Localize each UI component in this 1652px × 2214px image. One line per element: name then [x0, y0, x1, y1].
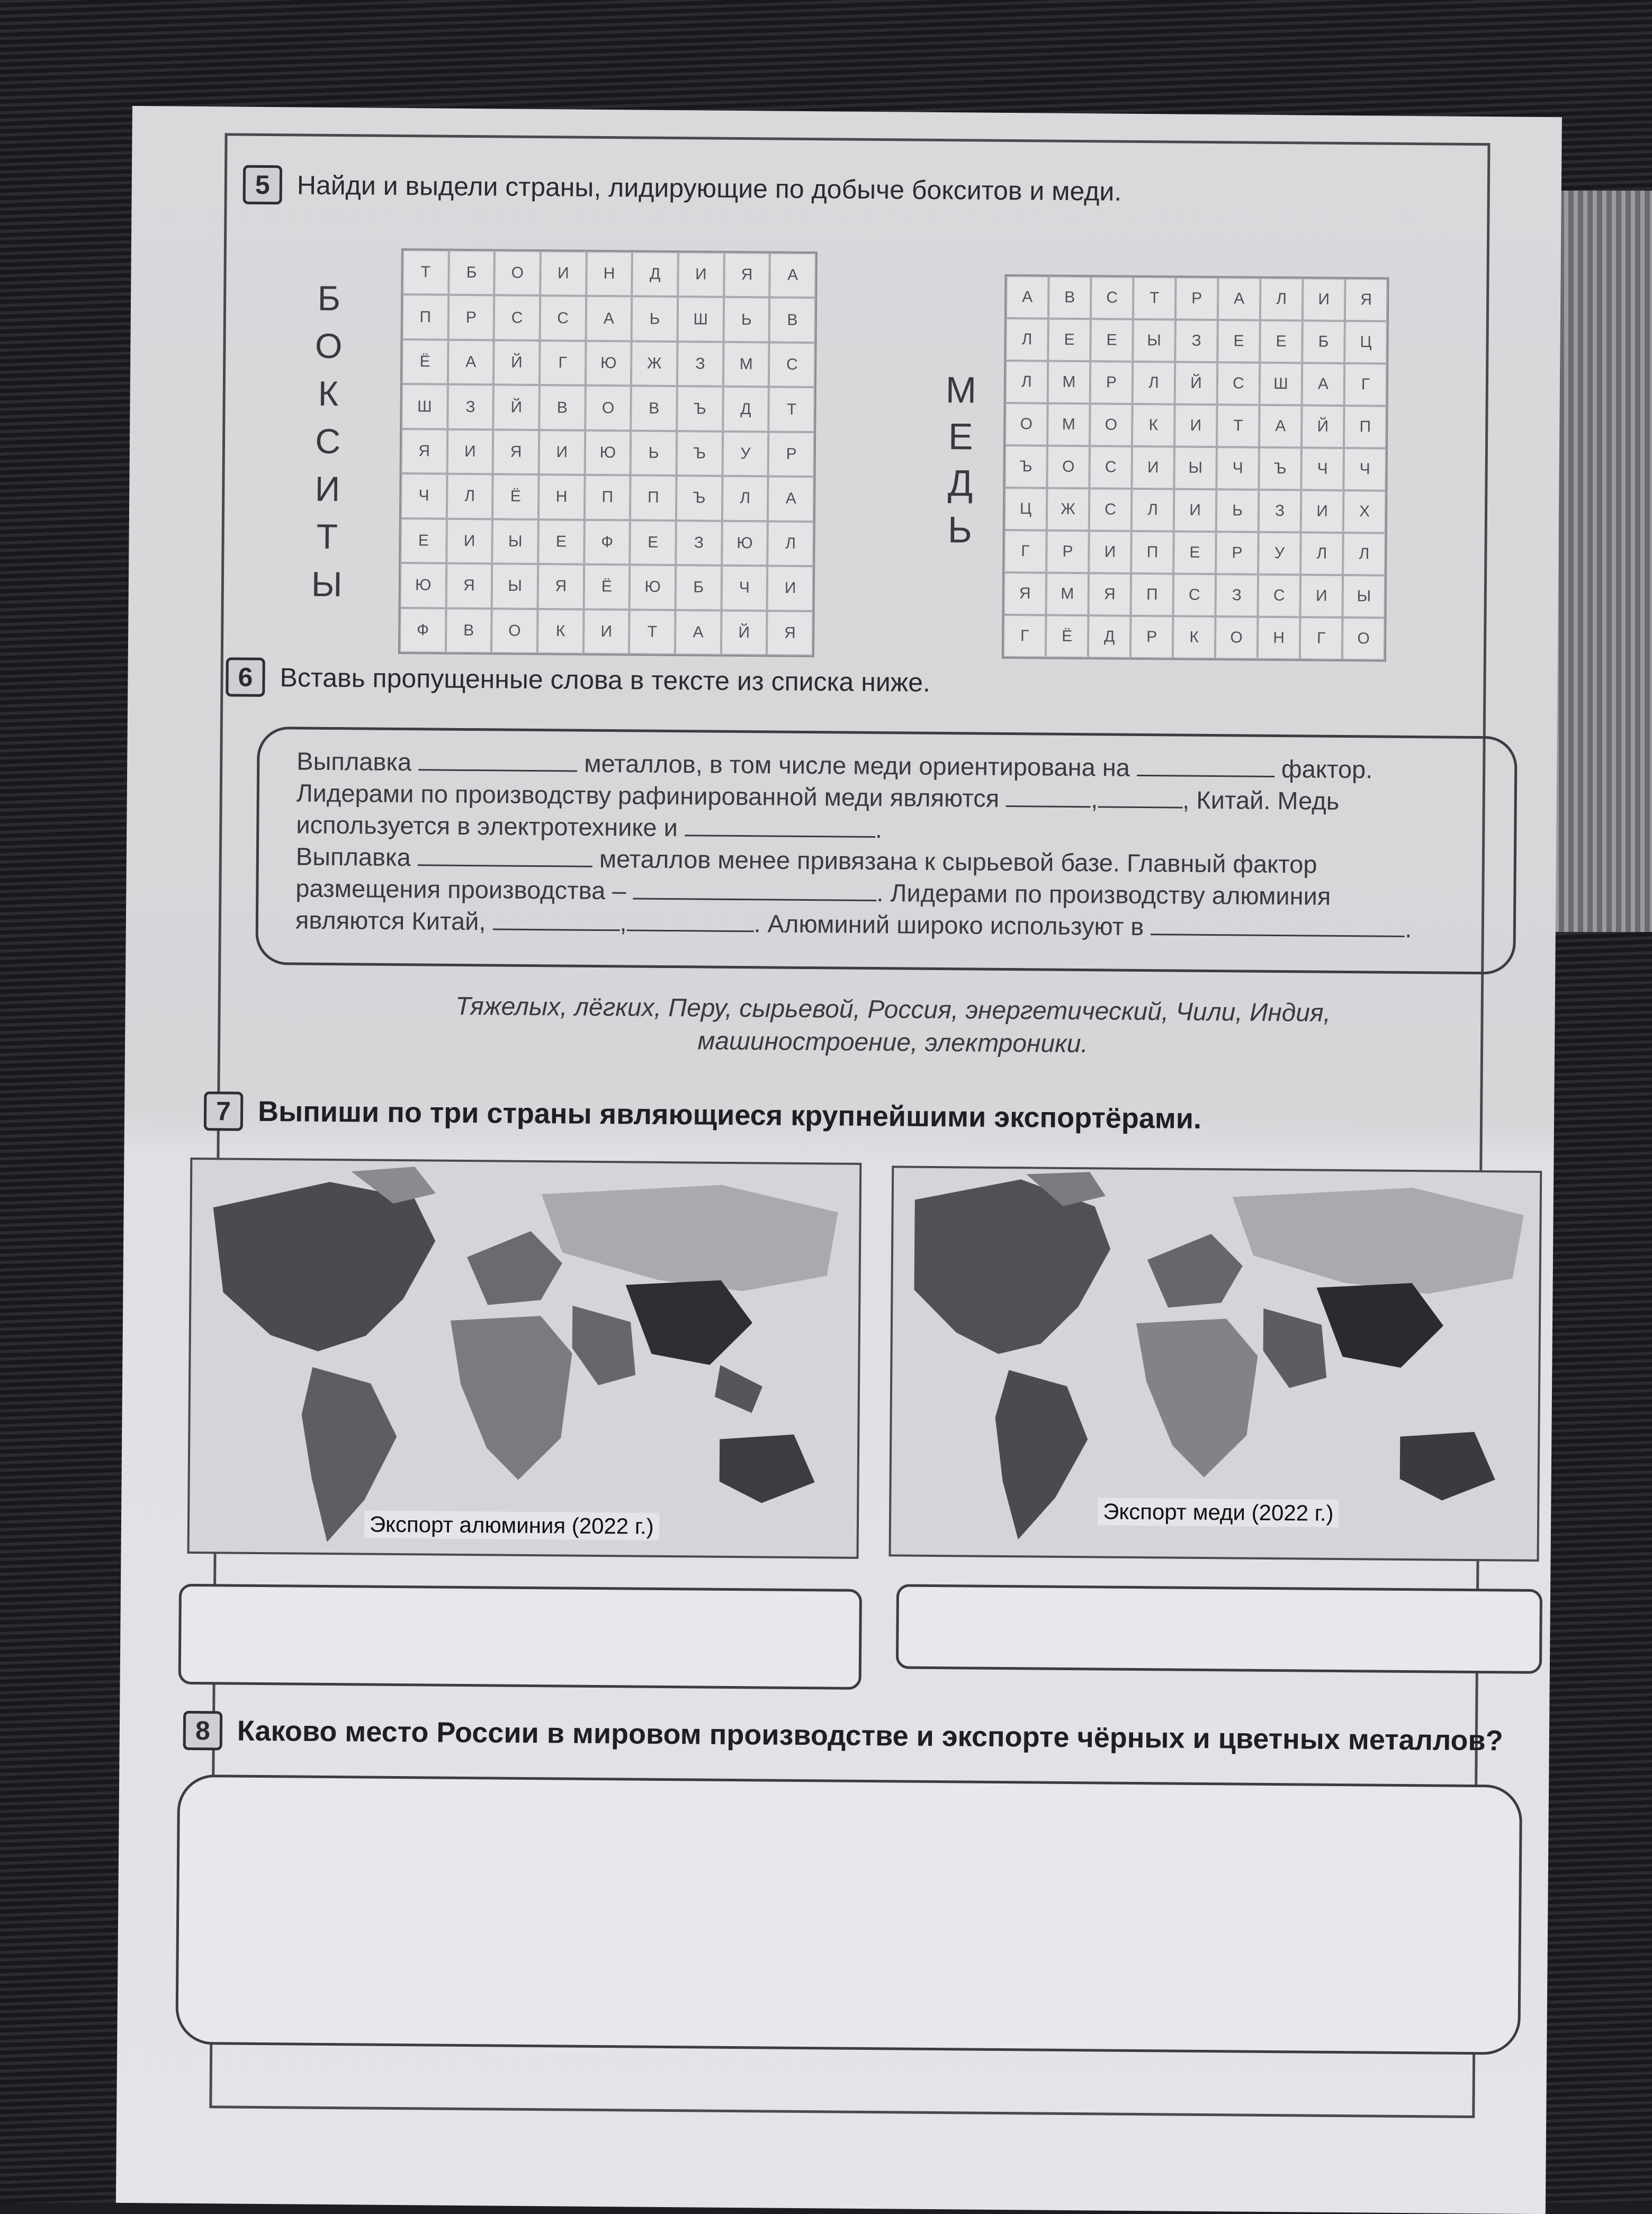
copper-letter: М — [945, 369, 977, 411]
grid-letter-cell[interactable]: Ь — [723, 297, 769, 342]
bauxite-letter: И — [315, 469, 340, 509]
bauxite-word-grid[interactable] — [398, 248, 818, 657]
grid-letter-cell[interactable]: С — [1217, 362, 1260, 405]
grid-letter-cell[interactable]: Т — [629, 609, 675, 655]
word-bank-line-2: машиностроение, электроники. — [697, 1027, 1089, 1059]
task6-header — [226, 657, 930, 702]
grid-letter-cell[interactable]: А — [1259, 405, 1302, 448]
grid-letter-cell[interactable]: Г — [540, 340, 586, 386]
grid-letter-cell[interactable]: Т — [1133, 277, 1176, 320]
grid-letter-cell[interactable]: Г — [1004, 530, 1047, 573]
grid-letter-cell[interactable]: Б — [676, 565, 722, 610]
text-segment: , Китай. Медь — [1182, 785, 1340, 815]
grid-letter-cell[interactable]: Ъ — [677, 431, 723, 476]
word-bank — [337, 989, 1449, 1063]
grid-letter-cell[interactable]: И — [767, 566, 813, 611]
grid-letter-cell[interactable]: Н — [1258, 617, 1300, 660]
aluminium-map-caption: Экспорт алюминия (2022 г.) — [364, 1511, 659, 1540]
grid-letter-cell[interactable]: И — [1301, 490, 1344, 533]
text-segment: Лидерами по производству рафинированной меди являются — [296, 778, 1000, 812]
bauxite-letter: Т — [316, 516, 338, 557]
text-segment: являются Китай, — [295, 906, 486, 936]
text-segment: размещения производства – — [295, 874, 626, 905]
text-segment: используется в электротехнике и — [296, 810, 678, 842]
grid-letter-cell[interactable]: Ь — [632, 297, 678, 342]
grid-letter-cell[interactable]: Я — [767, 611, 813, 656]
grid-letter-cell[interactable]: Ю — [630, 564, 676, 609]
grid-letter-cell[interactable]: М — [1048, 361, 1091, 404]
bauxite-letter: Б — [317, 278, 341, 318]
grid-letter-cell[interactable]: Ъ — [677, 386, 723, 431]
grid-letter-cell[interactable]: О — [1047, 446, 1090, 489]
blank-field[interactable] — [633, 876, 876, 901]
grid-letter-cell[interactable]: И — [1089, 531, 1132, 573]
grid-letter-cell[interactable]: Х — [1343, 490, 1386, 533]
grid-letter-cell[interactable]: А — [768, 477, 814, 522]
task5-number: 5 — [243, 165, 283, 205]
grid-letter-cell[interactable]: Ы — [1342, 575, 1385, 618]
grid-letter-cell[interactable]: И — [446, 518, 492, 563]
grid-letter-cell[interactable]: К — [1173, 616, 1216, 659]
grid-letter-cell[interactable]: Ю — [585, 430, 631, 475]
aluminium-export-map — [187, 1158, 862, 1559]
grid-letter-cell[interactable]: Б — [448, 250, 495, 295]
grid-letter-cell[interactable]: Л — [1133, 362, 1175, 405]
text-segment: . Алюминий широко используют в — [753, 909, 1144, 941]
grid-letter-cell[interactable]: О — [495, 250, 541, 295]
grid-letter-cell[interactable]: О — [491, 608, 537, 653]
grid-letter-cell[interactable]: Р — [448, 295, 494, 340]
grid-letter-cell[interactable]: А — [1302, 363, 1345, 406]
grid-letter-cell[interactable]: Ц — [1344, 321, 1387, 364]
grid-letter-cell[interactable]: Ш — [1260, 363, 1303, 406]
grid-letter-cell[interactable]: Я — [538, 564, 584, 609]
task8-answer-field[interactable] — [175, 1774, 1522, 2055]
blank-field[interactable] — [685, 813, 875, 838]
grid-letter-cell[interactable]: О — [585, 386, 631, 431]
grid-letter-cell[interactable]: Е — [400, 518, 446, 563]
grid-letter-cell[interactable]: Й — [493, 385, 540, 430]
task7-number: 7 — [204, 1091, 244, 1131]
grid-letter-cell[interactable]: З — [677, 342, 723, 387]
grid-letter-cell[interactable]: У — [722, 432, 768, 477]
grid-letter-cell[interactable]: Л — [1343, 533, 1386, 576]
blank-field[interactable] — [418, 843, 592, 867]
grid-letter-cell[interactable]: Д — [1088, 615, 1131, 658]
text-segment: . — [875, 815, 883, 844]
grid-letter-cell[interactable]: А — [586, 296, 632, 341]
grid-letter-cell[interactable]: С — [1258, 575, 1300, 617]
task6-number: 6 — [226, 657, 265, 697]
grid-letter-cell[interactable]: С — [1089, 446, 1132, 489]
task6-instruction: Вставь пропущенные слова в тексте из списка ниже. — [280, 662, 931, 697]
text-segment: , — [1091, 785, 1098, 813]
grid-letter-cell[interactable]: Ь — [1216, 489, 1259, 532]
copper-letter: Д — [947, 462, 973, 504]
grid-letter-cell[interactable]: И — [540, 251, 586, 296]
grid-letter-cell[interactable]: З — [676, 521, 722, 566]
grid-letter-cell[interactable]: Ы — [492, 519, 538, 564]
grid-letter-cell[interactable]: И — [1174, 489, 1217, 532]
grid-letter-cell[interactable]: С — [494, 295, 540, 340]
grid-letter-cell[interactable]: И — [678, 252, 724, 297]
grid-letter-cell[interactable]: О — [1215, 616, 1258, 659]
copper-letter: Е — [948, 416, 973, 458]
grid-letter-cell[interactable]: Ц — [1004, 488, 1047, 531]
blank-field[interactable] — [1151, 912, 1405, 937]
grid-letter-cell[interactable]: Г — [1344, 363, 1387, 406]
grid-letter-cell[interactable]: Т — [402, 250, 448, 295]
grid-letter-cell[interactable]: Ы — [1133, 319, 1175, 362]
grid-letter-cell[interactable]: А — [675, 610, 721, 655]
grid-letter-cell[interactable]: Ю — [586, 341, 632, 386]
grid-letter-cell[interactable]: Ш — [401, 384, 447, 429]
blank-field[interactable] — [1006, 784, 1091, 808]
grid-letter-cell[interactable]: И — [1300, 575, 1343, 617]
grid-letter-cell[interactable]: Л — [1005, 318, 1048, 361]
grid-letter-cell[interactable]: Ъ — [1259, 447, 1301, 490]
grid-letter-cell[interactable]: Л — [1132, 489, 1174, 532]
grid-letter-cell[interactable]: П — [1344, 406, 1387, 449]
grid-letter-cell[interactable]: Г — [1300, 617, 1343, 660]
grid-letter-cell[interactable]: Р — [1175, 277, 1218, 320]
grid-letter-cell[interactable]: Й — [493, 340, 540, 385]
word-bank-line-1: Тяжелых, лёгких, Перу, сырьевой, Россия, энергетический, Чили, Индия, — [455, 992, 1331, 1027]
copper-map-caption: Экспорт меди (2022 г.) — [1098, 1498, 1339, 1527]
grid-letter-cell[interactable]: В — [631, 386, 677, 431]
grid-letter-cell[interactable]: Л — [1260, 278, 1303, 321]
grid-letter-cell[interactable]: Ы — [492, 563, 538, 608]
grid-letter-cell[interactable]: В — [769, 298, 815, 343]
grid-letter-cell[interactable]: Р — [1046, 531, 1089, 573]
bauxite-letter: С — [315, 421, 341, 461]
grid-letter-cell[interactable]: А — [770, 253, 816, 298]
copper-answer-field[interactable] — [896, 1584, 1542, 1674]
blank-field[interactable] — [492, 907, 620, 931]
grid-letter-cell[interactable]: Л — [1005, 361, 1048, 404]
bauxite-letter: О — [315, 326, 343, 366]
grid-letter-cell[interactable]: Ж — [631, 341, 677, 386]
grid-letter-cell[interactable]: Н — [538, 474, 585, 519]
grid-letter-cell[interactable]: Н — [586, 252, 632, 297]
grid-letter-cell[interactable]: Ъ — [1004, 445, 1047, 488]
grid-letter-cell[interactable]: Ч — [1301, 447, 1344, 490]
grid-letter-cell[interactable]: О — [1090, 404, 1133, 446]
fill-in-text-box — [255, 727, 1517, 975]
grid-letter-cell[interactable]: Ъ — [676, 476, 722, 521]
grid-letter-cell[interactable]: Ч — [401, 473, 447, 518]
grid-letter-cell[interactable]: Ф — [584, 519, 630, 564]
grid-letter-cell[interactable]: Ч — [721, 566, 767, 611]
grid-letter-cell[interactable]: Р — [1130, 616, 1173, 659]
grid-letter-cell[interactable]: Е — [1048, 319, 1091, 362]
aluminium-answer-field[interactable] — [178, 1584, 862, 1690]
grid-letter-cell[interactable]: Е — [1090, 319, 1133, 362]
grid-letter-cell[interactable]: Ч — [1343, 448, 1386, 491]
grid-letter-cell[interactable]: Т — [769, 387, 815, 432]
grid-letter-cell[interactable]: В — [539, 385, 585, 430]
grid-letter-cell[interactable]: Р — [768, 432, 814, 477]
task8-question: Каково место России в мировом производстве и экспорте чёрных и цветных металлов? — [237, 1715, 1503, 1757]
grid-letter-cell[interactable]: И — [583, 609, 630, 654]
grid-letter-cell[interactable]: Ь — [631, 431, 677, 476]
grid-letter-cell[interactable]: С — [1173, 573, 1216, 616]
grid-letter-cell[interactable]: К — [537, 609, 583, 654]
grid-letter-cell[interactable]: Л — [447, 474, 493, 519]
grid-letter-cell[interactable]: М — [1046, 573, 1089, 616]
grid-letter-cell[interactable]: З — [1259, 490, 1301, 533]
grid-letter-cell[interactable]: Ф — [400, 608, 446, 653]
text-segment: . Лидерами по производству алюминия — [876, 879, 1331, 910]
grid-letter-cell[interactable]: Ю — [722, 521, 768, 566]
text-segment: фактор. — [1281, 755, 1373, 784]
copper-letter: Ь — [947, 509, 973, 551]
grid-letter-cell[interactable]: Я — [493, 429, 539, 474]
grid-letter-cell[interactable]: И — [1132, 446, 1174, 489]
copper-word-grid[interactable] — [1002, 274, 1389, 662]
grid-letter-cell[interactable]: Т — [1217, 405, 1260, 447]
grid-letter-cell[interactable]: Р — [1090, 361, 1133, 404]
bauxite-letter: К — [318, 373, 339, 414]
text-segment: металлов менее привязана к сырьевой базе. Главный фактор — [599, 844, 1317, 879]
grid-letter-cell[interactable]: Б — [1302, 320, 1345, 363]
grid-letter-cell[interactable]: Г — [1003, 615, 1046, 658]
grid-letter-cell[interactable]: Л — [1300, 532, 1343, 575]
grid-letter-cell[interactable]: Е — [538, 519, 584, 564]
grid-letter-cell[interactable]: Й — [1175, 362, 1218, 405]
grid-letter-cell[interactable]: С — [1091, 276, 1134, 319]
blank-field[interactable] — [418, 748, 577, 772]
blank-field[interactable] — [1098, 785, 1182, 808]
grid-letter-cell[interactable]: О — [1342, 617, 1385, 660]
task5-header — [243, 165, 1122, 211]
grid-letter-cell[interactable]: М — [1047, 404, 1090, 446]
text-segment: , — [620, 908, 627, 937]
grid-letter-cell[interactable]: П — [1131, 531, 1174, 574]
grid-letter-cell[interactable]: Л — [768, 521, 814, 566]
grid-letter-cell[interactable]: Й — [721, 610, 767, 655]
grid-letter-cell[interactable]: О — [1005, 403, 1048, 446]
grid-letter-cell[interactable]: И — [539, 430, 585, 475]
grid-letter-cell[interactable]: И — [1174, 404, 1217, 447]
task7-instruction: Выпиши по три страны являющиеся крупнейшими экспортёрами. — [257, 1095, 1202, 1135]
grid-letter-cell[interactable]: А — [448, 340, 494, 385]
grid-letter-cell[interactable]: В — [1048, 276, 1091, 319]
task7-header — [204, 1091, 1202, 1139]
text-segment: . — [1405, 914, 1412, 943]
grid-letter-cell[interactable]: Я — [724, 253, 770, 298]
grid-letter-cell[interactable]: С — [769, 342, 815, 387]
grid-letter-cell[interactable]: Я — [1345, 279, 1388, 321]
grid-letter-cell[interactable]: И — [447, 429, 493, 474]
grid-letter-cell[interactable]: Ё — [1046, 615, 1089, 658]
grid-letter-cell[interactable]: А — [1218, 277, 1261, 320]
text-segment: Выплавка — [297, 747, 412, 776]
worksheet-page — [116, 106, 1562, 2214]
bauxite-vertical-label — [311, 274, 345, 608]
grid-letter-cell[interactable]: Е — [1260, 320, 1303, 363]
grid-letter-cell[interactable]: Ё — [583, 564, 630, 609]
grid-letter-cell[interactable]: В — [446, 608, 492, 653]
grid-letter-cell[interactable]: М — [723, 342, 769, 387]
grid-letter-cell[interactable]: Й — [1301, 405, 1344, 448]
grid-letter-cell[interactable]: С — [540, 295, 586, 340]
grid-letter-cell[interactable]: Д — [632, 252, 678, 297]
grid-letter-cell[interactable]: Е — [630, 520, 676, 565]
blank-field[interactable] — [1137, 754, 1274, 777]
grid-letter-cell[interactable]: Е — [1217, 320, 1260, 363]
grid-letter-cell[interactable]: А — [1006, 276, 1049, 319]
text-segment: Выплавка — [295, 842, 411, 872]
grid-letter-cell[interactable]: Р — [1216, 532, 1259, 575]
grid-letter-cell[interactable]: У — [1258, 532, 1301, 575]
task5-instruction: Найди и выдели страны, лидирующие по добыче бокситов и меди. — [297, 170, 1122, 207]
text-segment: металлов, в том числе меди ориентирована на — [584, 749, 1130, 782]
grid-letter-cell[interactable]: Ч — [1216, 447, 1259, 490]
grid-letter-cell[interactable]: Л — [722, 476, 768, 521]
grid-letter-cell[interactable]: Я — [1004, 572, 1047, 615]
grid-letter-cell[interactable]: П — [585, 475, 631, 520]
grid-letter-cell[interactable]: Д — [723, 387, 769, 432]
grid-letter-cell[interactable]: И — [1303, 278, 1345, 321]
bauxite-letter: Ы — [311, 564, 343, 604]
grid-letter-cell[interactable]: З — [1215, 574, 1258, 617]
grid-letter-cell[interactable]: Я — [446, 563, 492, 608]
grid-letter-cell[interactable]: Ё — [402, 339, 448, 384]
grid-letter-cell[interactable]: Ы — [1174, 446, 1217, 489]
copper-export-map — [889, 1166, 1542, 1562]
world-map-icon — [190, 1160, 860, 1557]
grid-letter-cell[interactable]: С — [1089, 488, 1132, 531]
grid-letter-cell[interactable]: Е — [1173, 531, 1216, 574]
copper-vertical-label — [944, 366, 976, 553]
grid-letter-cell[interactable]: Ж — [1047, 488, 1090, 531]
grid-letter-cell[interactable]: Я — [401, 429, 447, 474]
grid-letter-cell[interactable]: Ш — [678, 297, 724, 342]
task8-number: 8 — [183, 1711, 223, 1751]
grid-letter-cell[interactable]: П — [630, 476, 676, 521]
blank-field[interactable] — [626, 908, 753, 932]
grid-letter-cell[interactable]: П — [402, 294, 448, 339]
grid-letter-cell[interactable]: З — [447, 384, 493, 429]
grid-letter-cell[interactable]: Ё — [492, 474, 538, 519]
grid-letter-cell[interactable]: П — [1130, 573, 1173, 616]
grid-letter-cell[interactable]: К — [1132, 404, 1175, 447]
grid-letter-cell[interactable]: Я — [1088, 573, 1131, 616]
grid-letter-cell[interactable]: З — [1175, 319, 1218, 362]
grid-letter-cell[interactable]: Ю — [400, 563, 446, 608]
